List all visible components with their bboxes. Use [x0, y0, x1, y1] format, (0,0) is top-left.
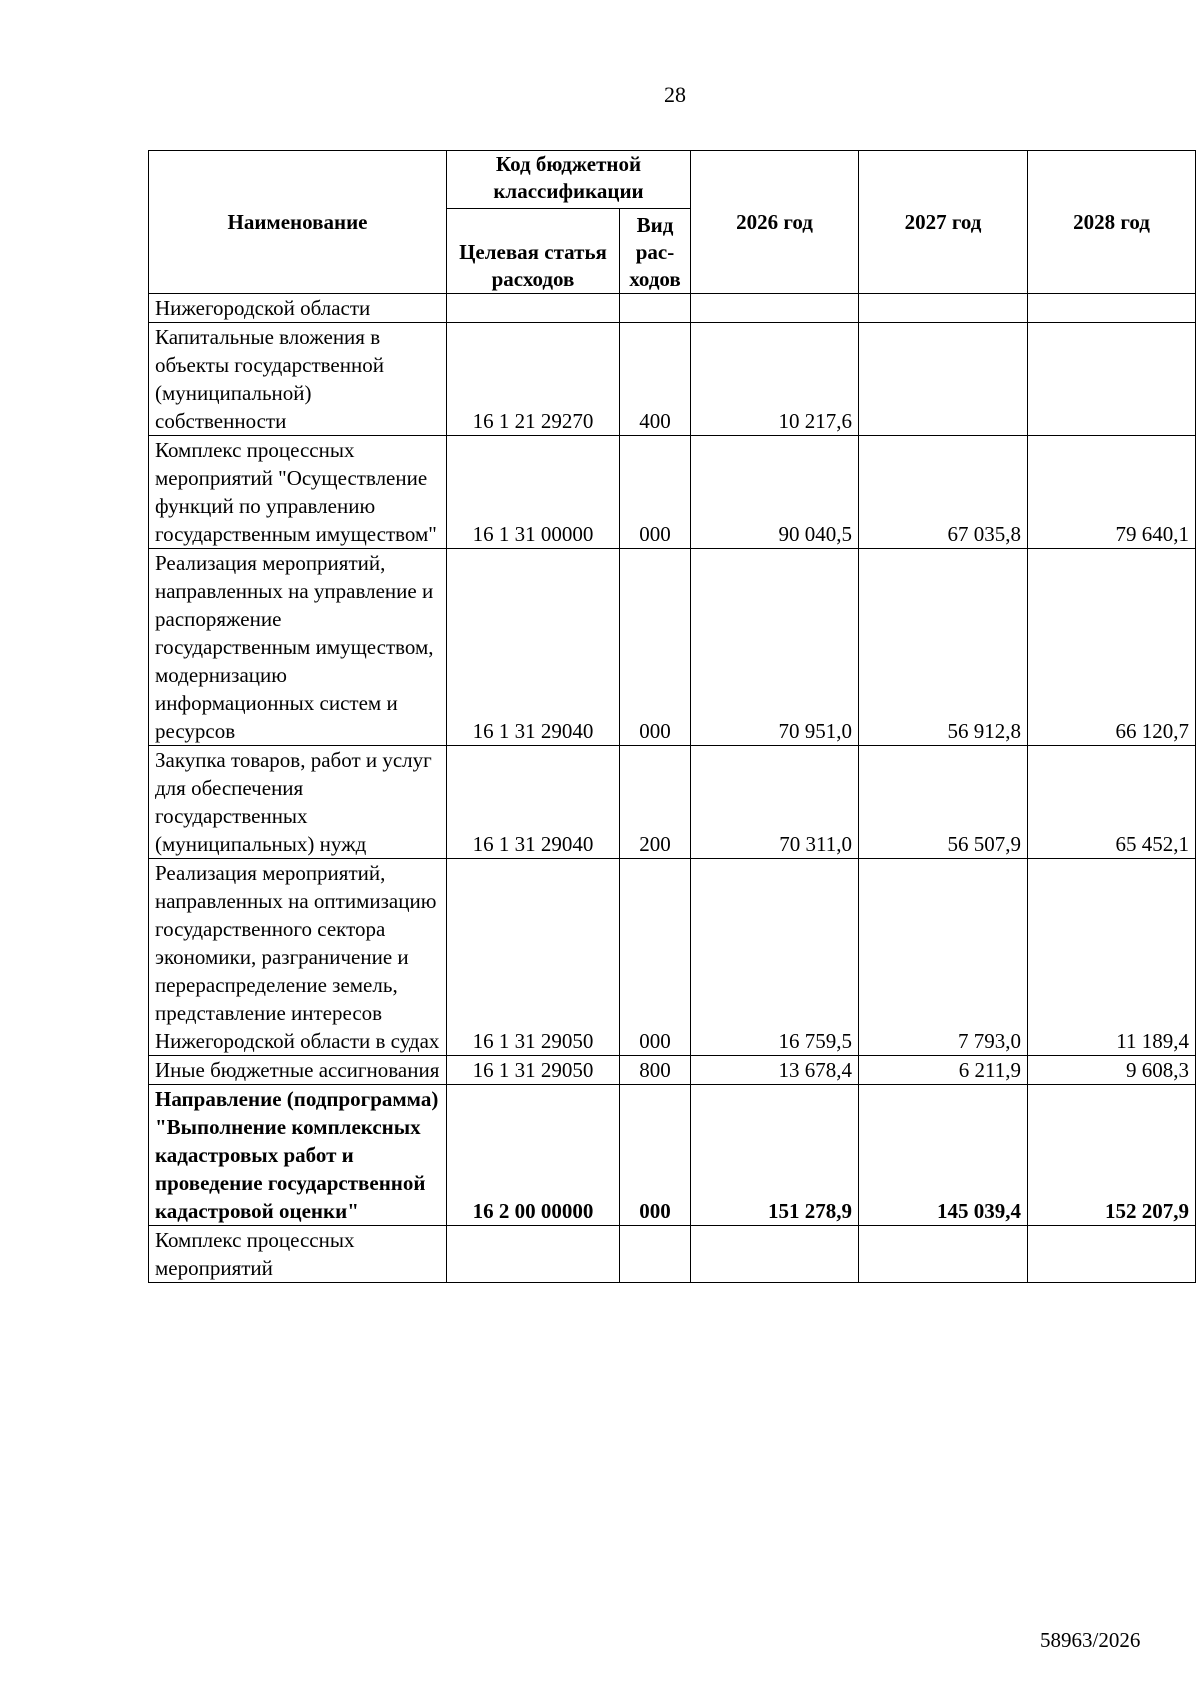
row-target-code: 16 1 21 29270 [447, 323, 620, 436]
row-target-code: 16 1 31 29040 [447, 746, 620, 859]
row-name: Капитальные вложения в объекты государственной (муниципальной) собственности [149, 323, 447, 436]
row-value-2026: 70 951,0 [691, 549, 859, 746]
row-value-2026: 16 759,5 [691, 859, 859, 1056]
row-expense-kind: 000 [620, 549, 691, 746]
row-name: Реализация мероприятий, направленных на управление и распоряжение государственным имуществом, модернизацию информационных систем и ресурсов [149, 549, 447, 746]
row-expense-kind: 000 [620, 1085, 691, 1226]
row-expense-kind: 200 [620, 746, 691, 859]
row-value-2028: 11 189,4 [1028, 859, 1196, 1056]
row-value-2026: 13 678,4 [691, 1056, 859, 1085]
row-value-2028 [1028, 294, 1196, 323]
document-number: 58963/2026 [1040, 1628, 1141, 1652]
row-expense-kind: 000 [620, 859, 691, 1056]
budget-table [148, 150, 1196, 1283]
table-row [149, 549, 1196, 746]
header-expense-kind: Вид рас-ходов [620, 209, 691, 294]
row-value-2028: 66 120,7 [1028, 549, 1196, 746]
row-value-2027: 56 507,9 [859, 746, 1028, 859]
row-target-code [447, 1226, 620, 1283]
row-value-2028: 79 640,1 [1028, 436, 1196, 549]
row-value-2028: 65 452,1 [1028, 746, 1196, 859]
header-2027: 2027 год [859, 151, 1028, 294]
row-name: Комплекс процессных мероприятий "Осуществление функций по управлению государственным имуществом" [149, 436, 447, 549]
page-number: 28 [664, 82, 686, 107]
header-2028: 2028 год [1028, 151, 1196, 294]
table-row [149, 436, 1196, 549]
row-value-2027 [859, 323, 1028, 436]
table-row [149, 746, 1196, 859]
header-2026: 2026 год [691, 151, 859, 294]
row-target-code: 16 1 31 29050 [447, 1056, 620, 1085]
row-value-2027 [859, 294, 1028, 323]
row-target-code: 16 1 31 29050 [447, 859, 620, 1056]
row-value-2026: 70 311,0 [691, 746, 859, 859]
row-value-2027: 145 039,4 [859, 1085, 1028, 1226]
row-target-code: 16 1 31 00000 [447, 436, 620, 549]
row-target-code: 16 1 31 29040 [447, 549, 620, 746]
row-value-2026: 151 278,9 [691, 1085, 859, 1226]
table-row [149, 1226, 1196, 1283]
row-expense-kind: 000 [620, 436, 691, 549]
row-value-2027: 6 211,9 [859, 1056, 1028, 1085]
row-target-code [447, 294, 620, 323]
row-name: Иные бюджетные ассигнования [149, 1056, 447, 1085]
row-value-2027 [859, 1226, 1028, 1283]
row-value-2028: 152 207,9 [1028, 1085, 1196, 1226]
row-name: Реализация мероприятий, направленных на оптимизацию государственного сектора экономики, разграничение и перераспределение земель, представление интересов Нижегородской области в судах [149, 859, 447, 1056]
header-name: Наименование [149, 151, 447, 294]
table-row [149, 1085, 1196, 1226]
row-value-2026: 90 040,5 [691, 436, 859, 549]
row-value-2026 [691, 294, 859, 323]
row-name: Направление (подпрограмма) "Выполнение комплексных кадастровых работ и проведение государственной кадастровой оценки" [149, 1085, 447, 1226]
row-value-2027: 56 912,8 [859, 549, 1028, 746]
row-value-2028: 9 608,3 [1028, 1056, 1196, 1085]
row-name: Нижегородской области [149, 294, 447, 323]
row-name: Закупка товаров, работ и услуг для обеспечения государственных (муниципальных) нужд [149, 746, 447, 859]
table-row [149, 323, 1196, 436]
row-name: Комплекс процессных мероприятий [149, 1226, 447, 1283]
row-target-code: 16 2 00 00000 [447, 1085, 620, 1226]
row-value-2028 [1028, 1226, 1196, 1283]
row-value-2027: 7 793,0 [859, 859, 1028, 1056]
row-value-2026: 10 217,6 [691, 323, 859, 436]
table-row [149, 294, 1196, 323]
row-expense-kind [620, 294, 691, 323]
row-value-2027: 67 035,8 [859, 436, 1028, 549]
row-expense-kind: 400 [620, 323, 691, 436]
table-row [149, 859, 1196, 1056]
row-expense-kind: 800 [620, 1056, 691, 1085]
table-row [149, 1056, 1196, 1085]
header-target-article: Целевая статья расходов [447, 209, 620, 294]
row-value-2028 [1028, 323, 1196, 436]
header-code-group: Код бюджетной классификации [447, 151, 691, 209]
row-expense-kind [620, 1226, 691, 1283]
row-value-2026 [691, 1226, 859, 1283]
